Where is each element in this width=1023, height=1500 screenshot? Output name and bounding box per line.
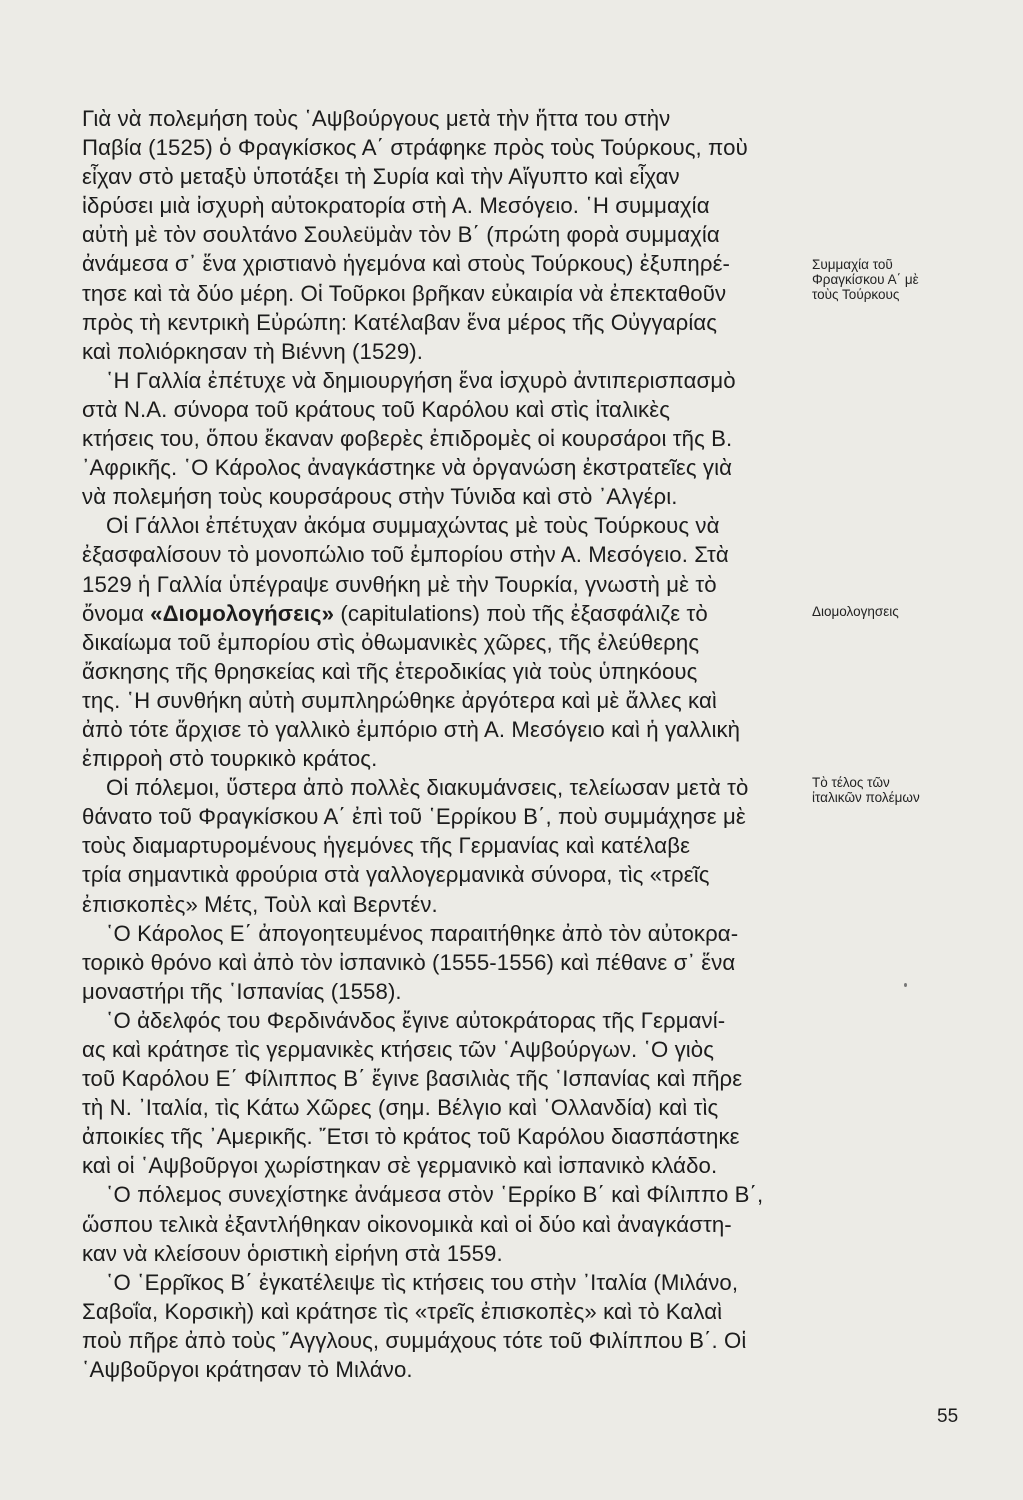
margin-note-alliance [812, 257, 972, 302]
text-line: ἀπὸ τότε ἄρχισε τὸ γαλλικὸ ἐμπόριο στὴ Α. Μεσόγειο καὶ ἡ γαλλικὴ [82, 716, 741, 742]
paragraph-war-continued [82, 1180, 790, 1267]
text-line: ὥσπου τελικὰ ἐξαντλήθηκαν οἰκονομικὰ καὶ οἱ δύο καὶ ἀναγκάστη- [82, 1211, 732, 1237]
paragraph-henry-abandons [82, 1268, 790, 1384]
text-line: θάνατο τοῦ Φραγκίσκου Α΄ ἐπὶ τοῦ ῾Ερρίκου Β΄, ποὺ συμμάχησε μὲ [82, 804, 746, 830]
text-line: τὴ Ν. ᾽Ιταλία, τὶς Κάτω Χῶρες (σημ. Βέλγιο καὶ ῾Ολλανδία) καὶ τὶς [82, 1095, 719, 1121]
text-line: καὶ οἱ ῾Αψβοῦργοι χωρίστηκαν σὲ γερμανικὸ καὶ ἰσπανικὸ κλάδο. [82, 1153, 718, 1179]
text-line: ῾Ο Κάρολος Ε΄ ἀπογοητευμένος παραιτήθηκε ἀπὸ τὸν αὐτοκρα- [106, 920, 739, 946]
text-line: τορικὸ θρόνο καὶ ἀπὸ τὸν ἰσπανικὸ (1555-1556) καὶ πέθανε σ᾽ ἕνα [82, 949, 736, 975]
text-line: ἐπιρροὴ στὸ τουρκικὸ κράτος. [82, 746, 378, 772]
text-line: ας καὶ κράτησε τὶς γερμανικὲς κτήσεις τῶν ῾Αψβούργων. ῾Ο γιὸς [82, 1037, 715, 1062]
margin-note-capitulations [812, 604, 972, 619]
paper-speck [904, 983, 907, 987]
paragraph-alliance [82, 104, 790, 366]
text-line: ἀνάμεσα σ᾽ ἕνα χριστιανὸ ἡγεμόνα καὶ στοὺς Τούρκους) ἐξυπηρέ- [82, 251, 731, 277]
paragraph-habsburg-split [82, 1006, 790, 1181]
margin-note-line: Συμμαχία τοῦ [812, 257, 893, 272]
text-line: τοῦ Καρόλου Ε΄ Φίλιππος Β΄ ἔγινε βασιλιὰς τῆς ῾Ισπανίας καὶ πῆρε [82, 1066, 743, 1092]
text-line: μοναστήρι τῆς ῾Ισπανίας (1558). [82, 978, 402, 1004]
bold-term-capitulations: «Διομολογήσεις» [150, 600, 335, 626]
paragraph-capitulations [82, 511, 790, 773]
text-line: τρία σημαντικὰ φρούρια στὰ γαλλογερμανικὰ σύνορα, τὶς «τρεῖς [82, 862, 710, 888]
text-line: ῾Ο ἀδελφός του Φερδινάνδος ἔγινε αὐτοκράτορας τῆς Γερμανί- [106, 1007, 726, 1033]
text-line: αὐτὴ μὲ τὸν σουλτάνο Σουλεϋμὰν τὸν Β΄ (πρώτη φορὰ συμμαχία [82, 222, 720, 248]
text-line: ἱδρύσει μιὰ ἰσχυρὴ αὐτοκρατορία στὴ Α. Μεσόγειο. ῾Η συμμαχία [82, 193, 710, 219]
paragraph-charles-abdication [82, 919, 790, 1006]
text-line: πρὸς τὴ κεντρικὴ Εὐρώπη: Κατέλαβαν ἕνα μέρος τῆς Οὐγγαρίας [82, 309, 718, 335]
text-line: καὶ πολιόρκησαν τὴ Βιέννη (1529). [82, 338, 424, 364]
text-line: (capitulations) ποὺ τῆς ἐξασφάλιζε τὸ [334, 600, 708, 626]
text-line: στὰ Ν.Α. σύνορα τοῦ κράτους τοῦ Καρόλου καὶ στὶς ἰταλικὲς [82, 396, 671, 422]
text-line: ῾Ο ῾Ερρῖκος Β΄ ἐγκατέλειψε τὶς κτήσεις του στὴν ᾽Ιταλία (Μιλάνο, [106, 1269, 739, 1295]
margin-note-line: Τὸ τέλος τῶν [812, 775, 890, 790]
page-number: 55 [937, 1406, 959, 1427]
text-line: ᾽Αφρικῆς. ῾Ο Κάρολος ἀναγκάστηκε νὰ ὀργανώση ἐκστρατεῖες γιὰ [82, 455, 733, 481]
text-line: Οἱ πόλεμοι, ὕστερα ἀπὸ πολλὲς διακυμάνσεις, τελείωσαν μετὰ τὸ [106, 775, 749, 801]
text-line: ἐπισκοπὲς» Μέτς, Τοὺλ καὶ Βερντέν. [82, 891, 438, 917]
margin-note-end-of-italian-wars [812, 775, 972, 805]
margin-note-line: τοὺς Τούρκους [812, 287, 900, 302]
text-line: καν νὰ κλείσουν ὁριστικὴ εἰρήνη στὰ 1559. [82, 1240, 503, 1266]
text-line: Γιὰ νὰ πολεμήση τοὺς ῾Αψβούργους μετὰ τὴν ἥττα του στὴν [82, 106, 671, 131]
margin-note-line: Φραγκίσκου Α΄ μὲ [812, 272, 919, 287]
text-line: ποὺ πῆρε ἀπὸ τοὺς ῎Αγγλους, συμμάχους τότε τοῦ Φιλίππου Β΄. Οἱ [82, 1327, 747, 1353]
text-line: ἀποικίες τῆς ᾽Αμερικῆς. ῎Ετσι τὸ κράτος τοῦ Καρόλου διασπάστηκε [82, 1124, 740, 1150]
text-line: ῾Αψβοῦργοι κράτησαν τὸ Μιλάνο. [82, 1357, 413, 1383]
margin-note-line: Διομολογησεις [812, 604, 899, 619]
text-line: τησε καὶ τὰ δύο μέρη. Οἱ Τοῦρκοι βρῆκαν εὐκαιρία νὰ ἐπεκταθοῦν [82, 280, 727, 306]
text-line: ῾Ο πόλεμος συνεχίστηκε ἀνάμεσα στὸν ῾Ερρίκο Β΄ καὶ Φίλιππο Β΄, [106, 1182, 764, 1208]
text-line: ἐξασφαλίσουν τὸ μονοπώλιο τοῦ ἐμπορίου στὴν Α. Μεσόγειο. Στὰ [82, 542, 729, 568]
paragraph-end-of-wars [82, 773, 790, 918]
text-line: δικαίωμα τοῦ ἐμπορίου στὶς ὀθωμανικὲς χῶρες, τῆς ἐλεύθερης [82, 629, 700, 655]
margin-note-line: ἰταλικῶν πολέμων [812, 790, 920, 805]
main-text-column [82, 104, 790, 1384]
text-line: Παβία (1525) ὁ Φραγκίσκος Α΄ στράφηκε πρὸς τοὺς Τούρκους, ποὺ [82, 135, 748, 161]
paragraph-diversion [82, 366, 790, 511]
text-line: ὄνομα [82, 600, 151, 626]
text-line: Οἱ Γάλλοι ἐπέτυχαν ἀκόμα συμμαχώντας μὲ τοὺς Τούρκους νὰ [106, 513, 720, 539]
text-line: ἄσκησης τῆς θρησκείας καὶ τῆς ἑτεροδικίας γιὰ τοὺς ὑπηκόους [82, 658, 698, 684]
text-line: της. ῾Η συνθήκη αὐτὴ συμπληρώθηκε ἀργότερα καὶ μὲ ἄλλες καὶ [82, 687, 717, 713]
text-line: νὰ πολεμήση τοὺς κουρσάρους στὴν Τύνιδα καὶ στὸ ᾽Αλγέρι. [82, 484, 678, 510]
text-line: τοὺς διαμαρτυρομένους ἡγεμόνες τῆς Γερμανίας καὶ κατέλαβε [82, 833, 691, 859]
text-line: εἶχαν στὸ μεταξὺ ὑποτάξει τὴ Συρία καὶ τὴν Αἴγυπτο καὶ εἶχαν [82, 164, 680, 190]
text-line: κτήσεις του, ὅπου ἔκαναν φοβερὲς ἐπιδρομὲς οἱ κουρσάροι τῆς Β. [82, 426, 733, 452]
text-line: ῾Η Γαλλία ἐπέτυχε νὰ δημιουργήση ἕνα ἰσχυρὸ ἀντιπερισπασμὸ [106, 367, 736, 393]
text-line: 1529 ἡ Γαλλία ὑπέγραψε συνθήκη μὲ τὴν Τουρκία, γνωστὴ μὲ τὸ [82, 571, 717, 597]
text-line: Σαβοΐα, Κορσικὴ) καὶ κράτησε τὶς «τρεῖς ἐπισκοπὲς» καὶ τὸ Καλαὶ [82, 1298, 723, 1324]
